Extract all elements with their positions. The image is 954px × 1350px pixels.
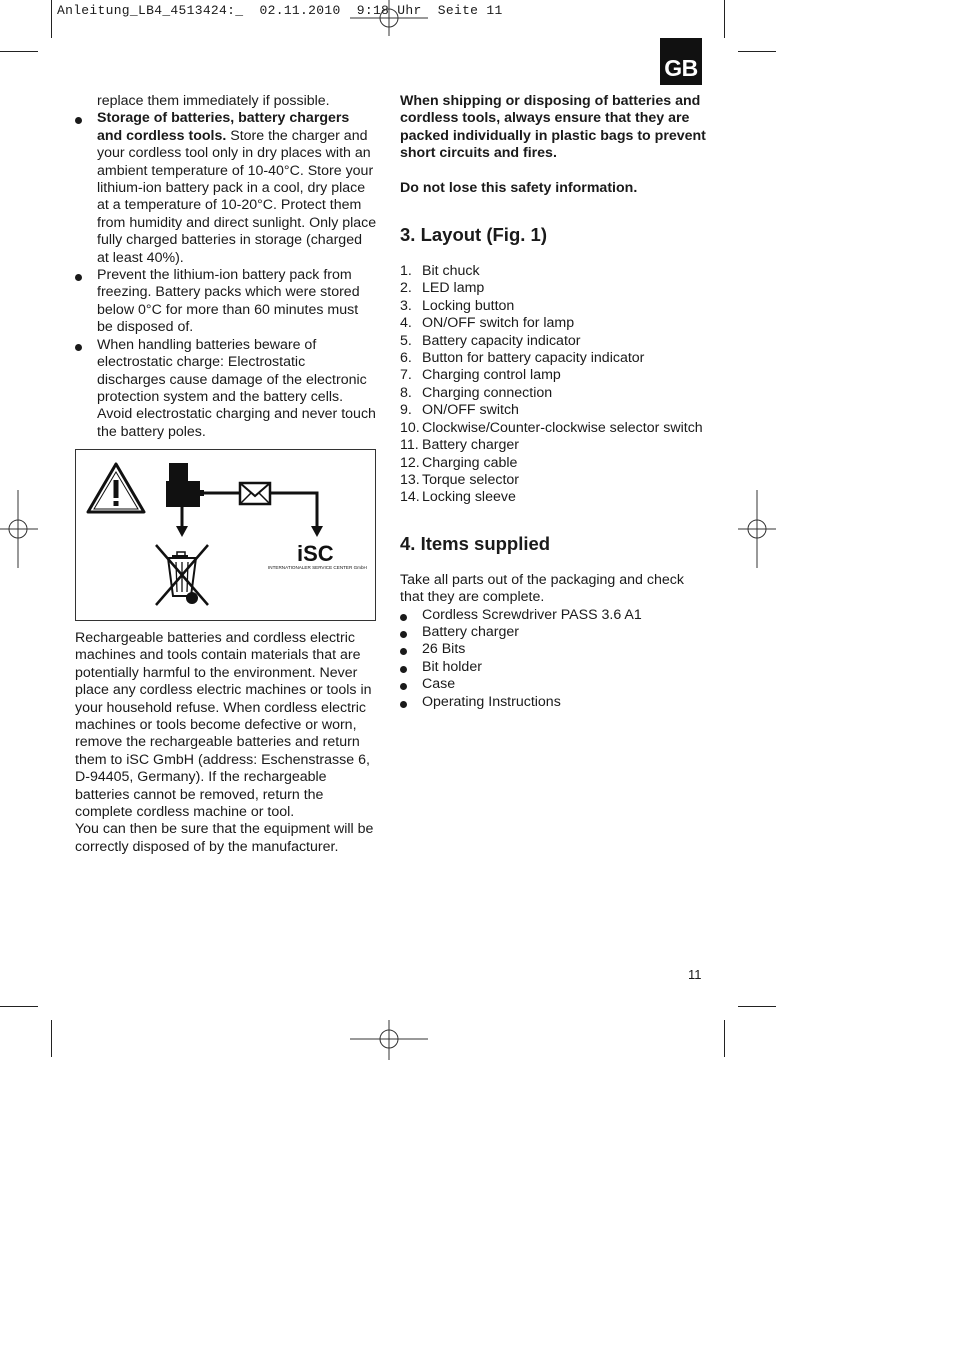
list-item [400, 455, 710, 472]
isc-logo-subtitle: INTERNATIONALER SERVICE CENTER GmbH [268, 565, 367, 570]
items-supplied-intro: Take all parts out of the packaging and check that they are complete. [400, 571, 684, 606]
list-item-number: 11. [400, 437, 419, 454]
crop-mark [0, 51, 38, 52]
list-item [75, 337, 377, 441]
arrow-down-icon [176, 507, 188, 537]
list-item-label: Clockwise/Counter-clockwise selector switch [422, 419, 703, 436]
right-column [400, 93, 710, 711]
registration-mark-icon [350, 0, 428, 36]
recycling-diagram [76, 450, 375, 620]
list-item: Battery charger [400, 624, 710, 641]
list-item-label: Charging cable [422, 454, 518, 471]
list-item [400, 298, 710, 315]
shipping-warning: When shipping or disposing of batteries and cordless tools, always ensure that they are packed individually in plastic bags to prevent short circuits and fires. [400, 93, 706, 162]
disposal-section [75, 630, 377, 856]
crop-mark [724, 0, 725, 38]
list-item-label: Charging connection [422, 384, 553, 401]
list-item-label: LED lamp [422, 280, 485, 297]
list-item-label: Battery capacity indicator [422, 332, 581, 349]
list-item-label: ON/OFF switch for lamp [422, 315, 575, 332]
list-item-number: 7. [400, 367, 412, 384]
crop-mark [738, 1006, 776, 1007]
list-item: Operating Instructions [400, 694, 710, 711]
list-item: Cordless Screwdriver PASS 3.6 A1 [400, 607, 710, 624]
crop-mark [0, 1006, 38, 1007]
safety-bullet-list [75, 110, 377, 441]
bullet-text: Prevent the lithium-ion battery pack from freezing. Battery packs which were stored below 0°C for more than 60 minutes must be disposed of. [97, 267, 360, 336]
crossed-bin-icon [156, 545, 208, 605]
list-item [400, 385, 710, 402]
list-item-label: Locking sleeve [422, 489, 516, 506]
intro-text: replace them immediately if possible. [97, 93, 330, 109]
isc-logo: iSC [297, 541, 334, 566]
registration-mark-icon [350, 1020, 428, 1060]
list-item [75, 110, 377, 267]
layout-list [400, 263, 710, 507]
items-supplied-heading: 4. Items supplied [400, 532, 551, 554]
list-item [75, 267, 377, 337]
list-item-number: 6. [400, 350, 412, 367]
crop-mark [724, 1020, 725, 1057]
list-item-number: 14. [400, 489, 420, 506]
list-item-label: Bit chuck [422, 263, 480, 280]
left-column [75, 93, 377, 441]
list-item [400, 489, 710, 506]
items-supplied-list [400, 607, 710, 711]
list-item-number: 13. [400, 471, 420, 488]
list-item: Case [400, 676, 710, 693]
list-item-number: 2. [400, 280, 412, 297]
list-item [400, 472, 710, 489]
list-item-number: 8. [400, 384, 412, 401]
list-item-number: 3. [400, 297, 412, 314]
list-item [400, 263, 710, 280]
envelope-icon [240, 483, 270, 504]
bullet-text: When handling batteries beware of electrostatic charge: Electrostatic discharges cause damage of the electronic protection system and the battery cells. Avoid electrostatic charging and never touch the battery poles. [97, 336, 376, 440]
print-slug: Anleitung_LB4_4513424:_ 02.11.2010 9:18 Uhr Seite 11 [57, 3, 503, 18]
recycling-figure [75, 449, 376, 621]
language-badge-label: GB [664, 55, 698, 81]
list-item [400, 350, 710, 367]
list-item-number: 9. [400, 402, 412, 419]
disposal-paragraph-2: You can then be sure that the equipment will be correctly disposed of by the manufacturer. [75, 821, 374, 855]
list-item-number: 10. [400, 419, 420, 436]
list-item-label: Charging control lamp [422, 367, 561, 384]
list-item-number: 1. [400, 263, 412, 280]
list-item-label: Locking button [422, 297, 515, 314]
list-item [400, 333, 710, 350]
list-item [400, 280, 710, 297]
registration-mark-icon [738, 490, 776, 568]
registration-mark-icon [0, 490, 38, 568]
list-item [400, 420, 710, 437]
list-item-label: ON/OFF switch [422, 402, 519, 419]
list-item-number: 12. [400, 454, 420, 471]
list-item: Bit holder [400, 659, 710, 676]
list-item-number: 4. [400, 315, 412, 332]
list-item [400, 315, 710, 332]
list-item-number: 5. [400, 332, 412, 349]
crop-mark [51, 0, 52, 38]
page-number: 11 [688, 967, 702, 982]
layout-heading: 3. Layout (Fig. 1) [400, 224, 547, 246]
language-badge [660, 38, 702, 85]
crop-mark [738, 51, 776, 52]
battery-tool-icon [166, 463, 204, 507]
keep-safety-info: Do not lose this safety information. [400, 179, 638, 196]
list-item [400, 437, 710, 454]
list-item-label: Battery charger [422, 437, 519, 454]
list-item [400, 402, 710, 419]
list-item-label: Torque selector [422, 471, 519, 488]
bullet-text: Store the charger and your cordless tool only in dry places with an ambient temperature of 10-40°C. Store your lithium-ion battery pack in a cool, dry place at a temperature of 10-20°C. Protect them from humidity and direct sunlight. Only place fully charged batteries in storage (charged at least 40%). [97, 127, 377, 266]
disposal-paragraph: Rechargeable batteries and cordless electric machines and tools contain materials that are potentially harmful to the environment. Never place any cordless electric machines or tools in your household refuse. When cordless electric machines or tools become defective or worn, remove the rechargeable batteries and return them to iSC GmbH (address: Eschenstrasse 6, D-94405, Germany). If the rechargeable batteries cannot be removed, return the complete cordless machine or tool. [75, 630, 372, 821]
arrow-down-icon [311, 526, 323, 537]
crop-mark [51, 1020, 52, 1057]
list-item [400, 367, 710, 384]
list-item-label: Button for battery capacity indicator [422, 350, 645, 367]
warning-triangle-icon [88, 464, 144, 512]
bullet-bold: Storage of batteries, battery chargers and cordless tools. [97, 110, 350, 144]
list-item: 26 Bits [400, 641, 710, 658]
